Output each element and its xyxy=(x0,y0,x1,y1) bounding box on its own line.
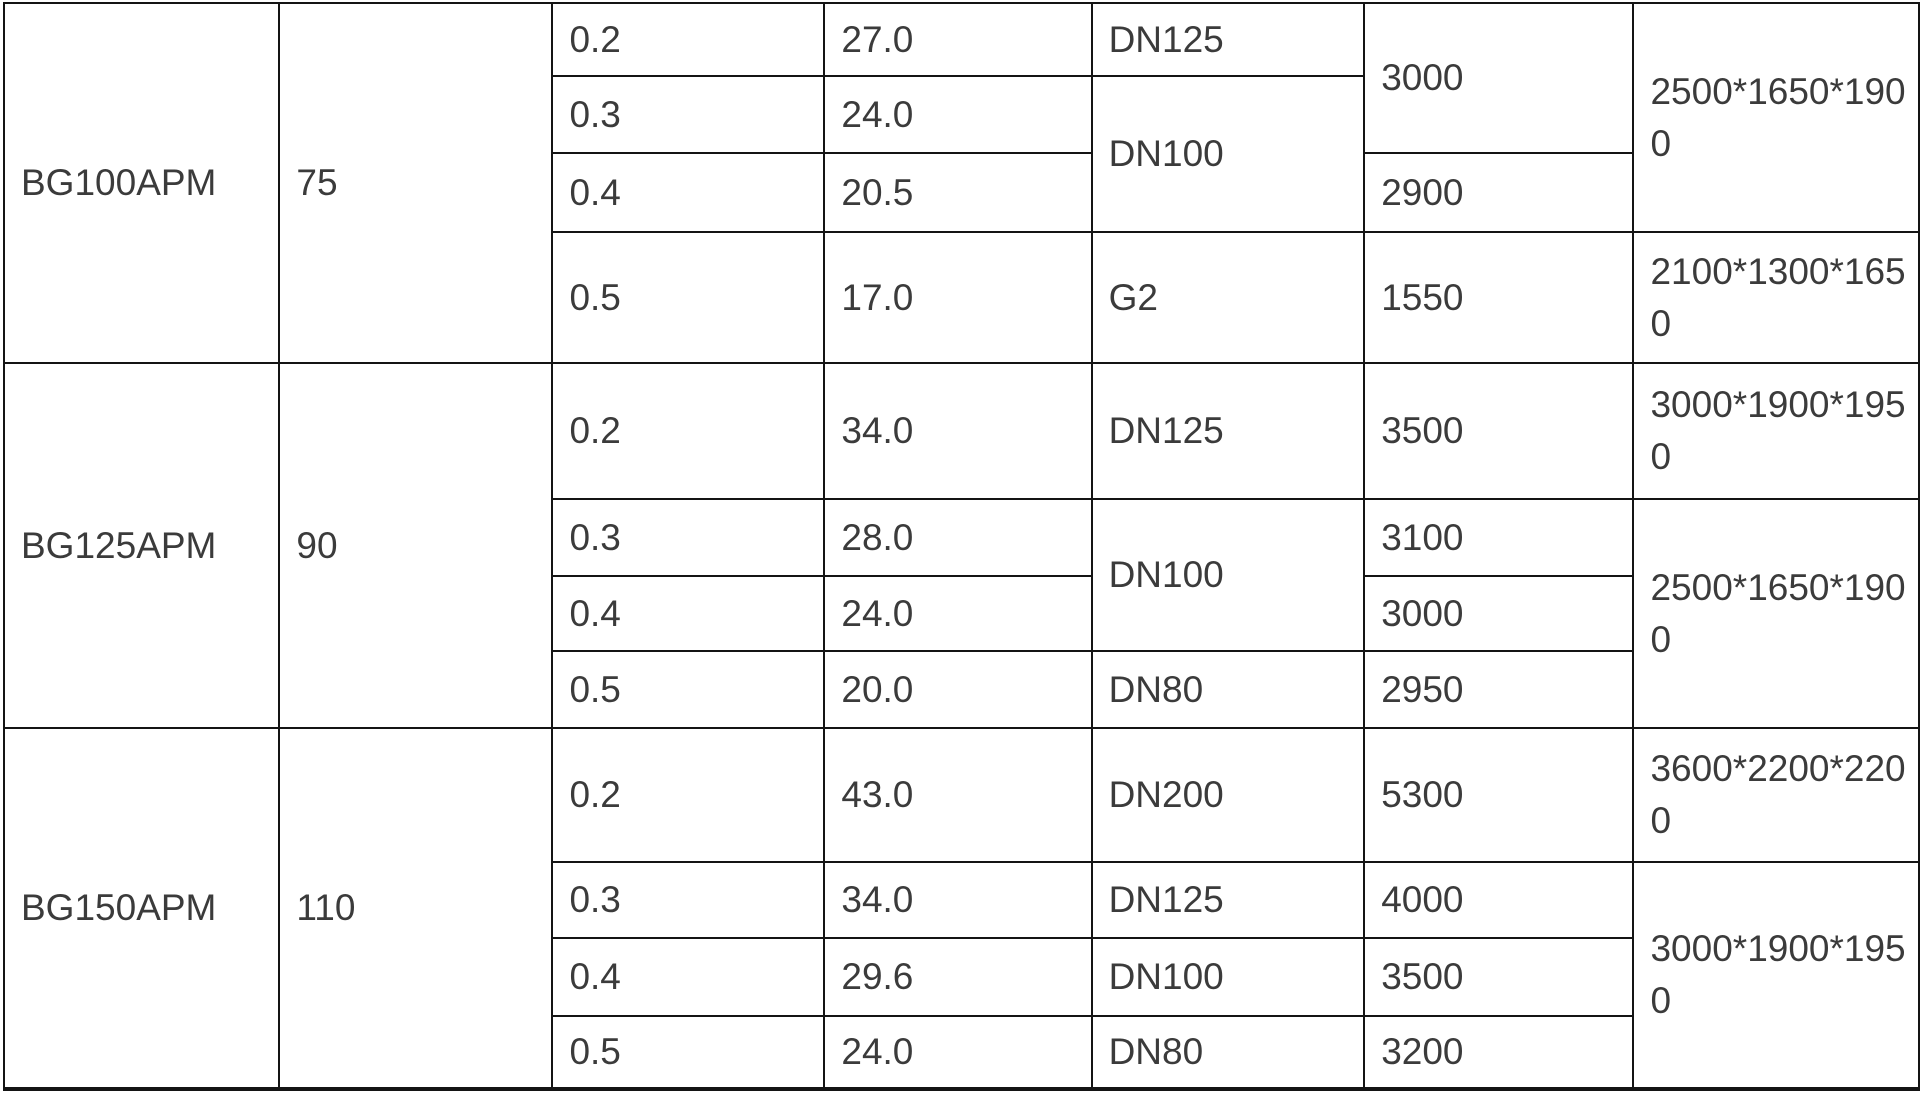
flow-cell: 24.0 xyxy=(824,1016,1091,1089)
weight-cell: 3500 xyxy=(1364,363,1633,499)
weight-cell: 2950 xyxy=(1364,651,1633,728)
pressure-cell: 0.3 xyxy=(552,499,824,576)
outlet-cell: DN125 xyxy=(1092,363,1365,499)
flow-cell: 17.0 xyxy=(824,232,1091,363)
model-cell: BG150APM xyxy=(4,728,279,1089)
dimensions-cell: 2500*1650*1900 xyxy=(1633,499,1919,728)
pressure-cell: 0.5 xyxy=(552,1016,824,1089)
pressure-cell: 0.3 xyxy=(552,76,824,153)
pressure-cell: 0.2 xyxy=(552,3,824,76)
flow-cell: 34.0 xyxy=(824,363,1091,499)
weight-cell: 2900 xyxy=(1364,153,1633,232)
outlet-cell: DN200 xyxy=(1092,728,1365,862)
pressure-cell: 0.5 xyxy=(552,232,824,363)
weight-cell: 3000 xyxy=(1364,576,1633,651)
flow-cell: 20.5 xyxy=(824,153,1091,232)
flow-cell: 34.0 xyxy=(824,862,1091,938)
pressure-cell: 0.4 xyxy=(552,938,824,1016)
dimensions-cell: 3000*1900*1950 xyxy=(1633,862,1919,1089)
weight-cell: 3500 xyxy=(1364,938,1633,1016)
table-row xyxy=(4,363,1919,499)
flow-cell: 24.0 xyxy=(824,576,1091,651)
dimensions-cell: 3600*2200*2200 xyxy=(1633,728,1919,862)
pressure-cell: 0.5 xyxy=(552,651,824,728)
weight-cell: 3000 xyxy=(1364,3,1633,153)
weight-cell: 5300 xyxy=(1364,728,1633,862)
dimensions-cell: 2100*1300*1650 xyxy=(1633,232,1919,363)
pressure-cell: 0.4 xyxy=(552,153,824,232)
dimensions-cell: 3000*1900*1950 xyxy=(1633,363,1919,499)
flow-cell: 29.6 xyxy=(824,938,1091,1016)
pressure-cell: 0.3 xyxy=(552,862,824,938)
weight-cell: 4000 xyxy=(1364,862,1633,938)
flow-cell: 27.0 xyxy=(824,3,1091,76)
power-cell: 110 xyxy=(279,728,552,1089)
spec-table-container xyxy=(3,2,1920,1091)
flow-cell: 24.0 xyxy=(824,76,1091,153)
outlet-cell: DN100 xyxy=(1092,499,1365,651)
model-cell: BG125APM xyxy=(4,363,279,728)
outlet-cell: DN100 xyxy=(1092,76,1365,232)
outlet-cell: DN125 xyxy=(1092,3,1365,76)
dimensions-cell: 2500*1650*1900 xyxy=(1633,3,1919,232)
flow-cell: 43.0 xyxy=(824,728,1091,862)
outlet-cell: G2 xyxy=(1092,232,1365,363)
power-cell: 75 xyxy=(279,3,552,363)
outlet-cell: DN80 xyxy=(1092,1016,1365,1089)
model-cell: BG100APM xyxy=(4,3,279,363)
pressure-cell: 0.4 xyxy=(552,576,824,651)
outlet-cell: DN80 xyxy=(1092,651,1365,728)
pressure-cell: 0.2 xyxy=(552,728,824,862)
weight-cell: 3200 xyxy=(1364,1016,1633,1089)
pressure-cell: 0.2 xyxy=(552,363,824,499)
spec-table xyxy=(3,2,1920,1091)
power-cell: 90 xyxy=(279,363,552,728)
weight-cell: 1550 xyxy=(1364,232,1633,363)
flow-cell: 20.0 xyxy=(824,651,1091,728)
outlet-cell: DN125 xyxy=(1092,862,1365,938)
flow-cell: 28.0 xyxy=(824,499,1091,576)
table-row xyxy=(4,3,1919,76)
table-row xyxy=(4,728,1919,862)
outlet-cell: DN100 xyxy=(1092,938,1365,1016)
weight-cell: 3100 xyxy=(1364,499,1633,576)
